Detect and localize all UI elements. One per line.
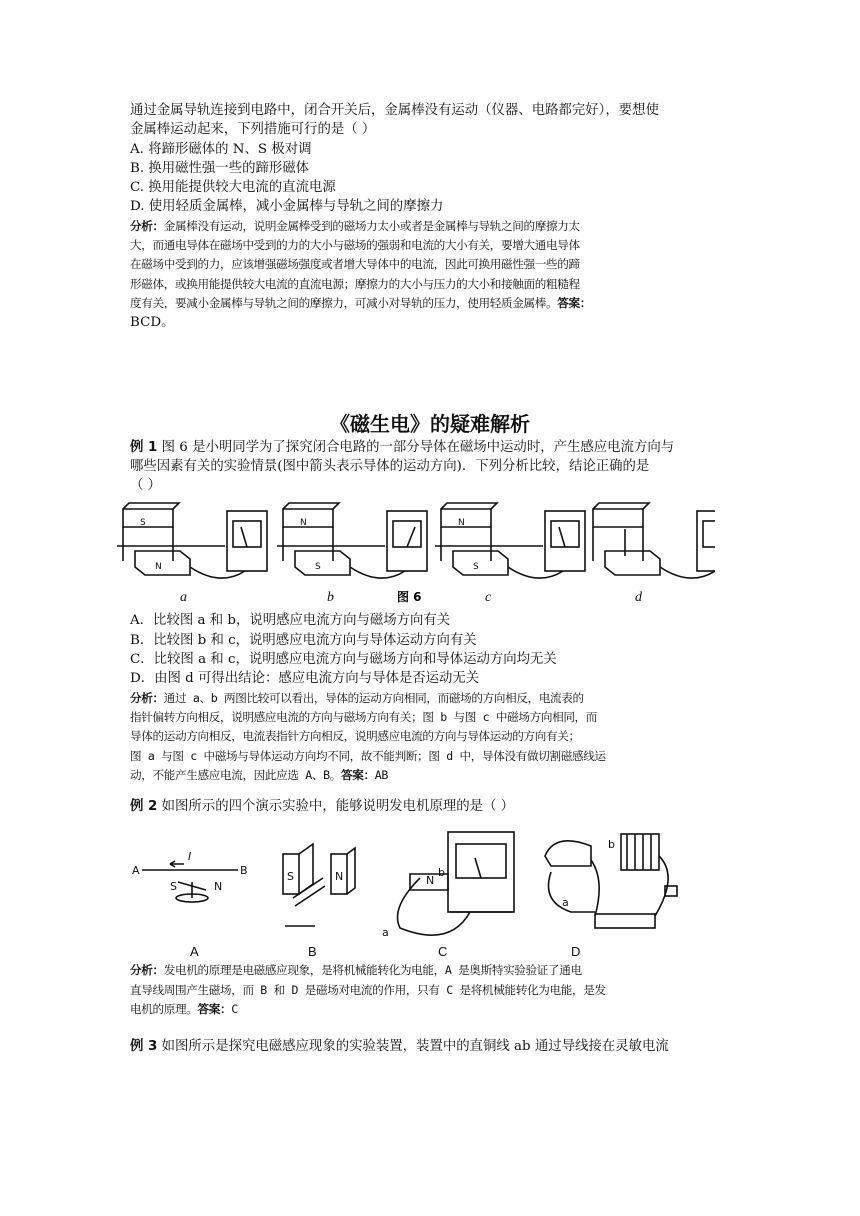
- ex2-b-pole-n: N: [335, 870, 344, 884]
- fig6-a-magnet-top: S: [140, 518, 146, 529]
- ex1-analysis-line-3: 导体的运动方向相反，电流表指针方向相反，说明感应电流的方向与导体运动的方向有关；: [130, 729, 580, 744]
- analysis-text: 通过 a、b 两图比较可以看出，导体的运动方向相同，而磁场的方向相反，电流表的: [163, 690, 584, 705]
- intro-line-1: 通过金属导轨连接到电路中，闭合开关后，金属棒没有运动（仪器、电路都完好），要想使: [130, 103, 659, 118]
- ex1-line-3: （ ）: [130, 478, 162, 494]
- fig6-label-d: d: [635, 590, 642, 606]
- example-label: 例 2: [130, 799, 158, 815]
- ex2-label-a: A: [190, 944, 199, 960]
- intro-analysis-line-3: 在磁场中受到的力，应该增强磁场强度或者增大导体中的电流，因此可换用磁性强一些的蹄: [130, 257, 580, 272]
- ex2-c-label-b: b: [438, 866, 445, 880]
- fig6-label-c: c: [485, 590, 492, 606]
- example-label: 例 3: [130, 1039, 158, 1055]
- ex2-line-1: [130, 797, 730, 816]
- fig6-b-magnet-top: N: [300, 518, 307, 529]
- ex1-analysis-line-2: 指针偏转方向相反，说明感应电流的方向与磁场方向有关；图 b 与图 c 中磁场方向相同，而: [130, 709, 598, 724]
- ex2-analysis-line-3: [130, 1000, 730, 1019]
- intro-option-d: D. 使用轻质金属棒，减小金属棒与导轨之间的摩擦力: [130, 199, 444, 215]
- analysis-label: 分析：: [130, 690, 164, 705]
- fig6-a-magnet-bottom: N: [155, 562, 162, 573]
- answer-label: 答案：: [557, 295, 592, 310]
- answer-text: AB: [374, 767, 389, 782]
- intro-option-a: A. 将蹄形磁体的 N、S 极对调: [130, 141, 312, 157]
- ex1-text: 图 6 是小明同学为了探究闭合电路的一部分导体在磁场中运动时，产生感应电流方向与: [161, 439, 675, 455]
- analysis-label: 分析：: [130, 218, 164, 233]
- intro-analysis-line-5: [130, 294, 730, 313]
- ex1-option-c: C．比较图 a 和 c，说明感应电流方向与磁场方向和导体运动方向均无关: [130, 652, 557, 668]
- intro-analysis-line-2: 大，而通电导体在磁场中受到的力的大小与磁场的强弱和电流的大小有关，要增大通电导体: [130, 238, 580, 253]
- ex1-option-b: B．比较图 b 和 c，说明感应电流方向与导体运动方向有关: [130, 632, 477, 648]
- document-page: [130, 101, 730, 1057]
- ex2-a-wire-end-a: A: [132, 864, 140, 878]
- ex2-panel-c: [398, 832, 515, 935]
- ex2-b-pole-s: S: [287, 870, 294, 884]
- answer-label: 答案：: [341, 767, 375, 782]
- fig6-label-b: b: [327, 590, 334, 606]
- ex1-analysis-line-1: [130, 689, 730, 708]
- ex1-line-2: 哪些因素有关的实验情景(图中箭头表示导体的运动方向)．下列分析比较，结论正确的是: [130, 458, 650, 474]
- ex2-label-d: D: [571, 944, 581, 960]
- fig6-panel-a: [117, 503, 267, 578]
- ex1-analysis-line-5: [130, 766, 730, 785]
- intro-answer: BCD。: [130, 315, 175, 331]
- figure-ex2: [130, 826, 730, 961]
- ex1-analysis-line-4: 图 a 与图 c 中磁场与导体运动方向均不同，故不能判断；图 d 中，导体没有做切割磁感线运: [130, 748, 606, 763]
- ex2-c-pole-n: N: [426, 874, 435, 888]
- ex2-a-needle-n: N: [214, 880, 223, 894]
- analysis-text: 度有关，要减小金属棒与导轨之间的摩擦力，可减小对导轨的压力，使用轻质金属棒。: [130, 295, 558, 310]
- intro-analysis-line-1: [130, 217, 730, 236]
- intro-analysis-line-4: 形磁体，或换用能提供较大电流的直流电源；摩擦力的大小与压力的大小和接触面的粗糙程: [130, 276, 580, 291]
- fig6-label-a: a: [180, 590, 187, 606]
- answer-label: 答案：: [197, 1002, 232, 1017]
- intro-line-2: 金属棒运动起来，下列措施可行的是（ ）: [130, 122, 376, 138]
- fig6-c-magnet-bottom: S: [473, 562, 479, 573]
- intro-option-c: C. 换用能提供较大电流的直流电源: [130, 180, 336, 196]
- fig6-panel-d: [593, 503, 715, 578]
- intro-option-b: B. 换用磁性强一些的蹄形磁体: [130, 160, 310, 176]
- ex1-option-a: A．比较图 a 和 b，说明感应电流方向与磁场方向有关: [130, 613, 451, 629]
- fig6-c-magnet-top: N: [458, 518, 465, 529]
- analysis-text: 金属棒没有运动，说明金属棒受到的磁场力太小或者是金属棒与导轨之间的摩擦力太: [163, 218, 580, 233]
- ex2-label-c: C: [438, 944, 448, 960]
- analysis-text: 动，不能产生感应电流，因此应选 A、B。: [130, 767, 342, 782]
- fig6-b-magnet-bottom: S: [315, 562, 321, 573]
- ex3-text: 如图所示是探究电磁感应现象的实验装置，装置中的直铜线 ab 通过导线接在灵敏电流: [161, 1039, 669, 1055]
- ex1-option-d: D．由图 d 可得出结论：感应电流方向与导体是否运动无关: [130, 671, 480, 687]
- ex2-c-label-a: a: [382, 926, 389, 940]
- section-title: 《磁生电》的疑难解析: [330, 411, 530, 436]
- ex2-a-wire-end-b: B: [240, 864, 248, 878]
- analysis-text: 发电机的原理是电磁感应现象，是将机械能转化为电能，A 是奥斯特实验验证了通电: [163, 963, 582, 978]
- ex2-d-label-a: a: [562, 896, 569, 910]
- figure-6: [115, 501, 715, 611]
- fig6-caption: 图 6: [397, 590, 422, 605]
- ex2-a-needle-s: S: [170, 880, 177, 894]
- ex2-panel-b: [283, 844, 355, 926]
- fig6-panel-c: [435, 503, 585, 578]
- analysis-label: 分析：: [130, 963, 164, 978]
- ex2-text: 如图所示的四个演示实验中，能够说明发电机原理的是（ ）: [161, 799, 515, 815]
- answer-text: C: [231, 1002, 238, 1017]
- ex2-analysis-line-1: [130, 961, 730, 980]
- ex2-label-b: B: [308, 944, 317, 960]
- ex1-line-1: [130, 438, 730, 457]
- ex2-a-current: I: [188, 850, 192, 864]
- ex2-panel-a: [142, 861, 238, 902]
- example-label: 例 1: [130, 439, 158, 455]
- fig6-panel-b: [277, 503, 427, 578]
- ex2-d-label-b: b: [608, 838, 615, 852]
- ex3-line-1: [130, 1037, 730, 1056]
- analysis-text: 电机的原理。: [130, 1002, 198, 1017]
- ex2-analysis-line-2: 直导线周围产生磁场，而 B 和 D 是磁场对电流的作用，只有 C 是将机械能转化为电能，是发: [130, 982, 606, 997]
